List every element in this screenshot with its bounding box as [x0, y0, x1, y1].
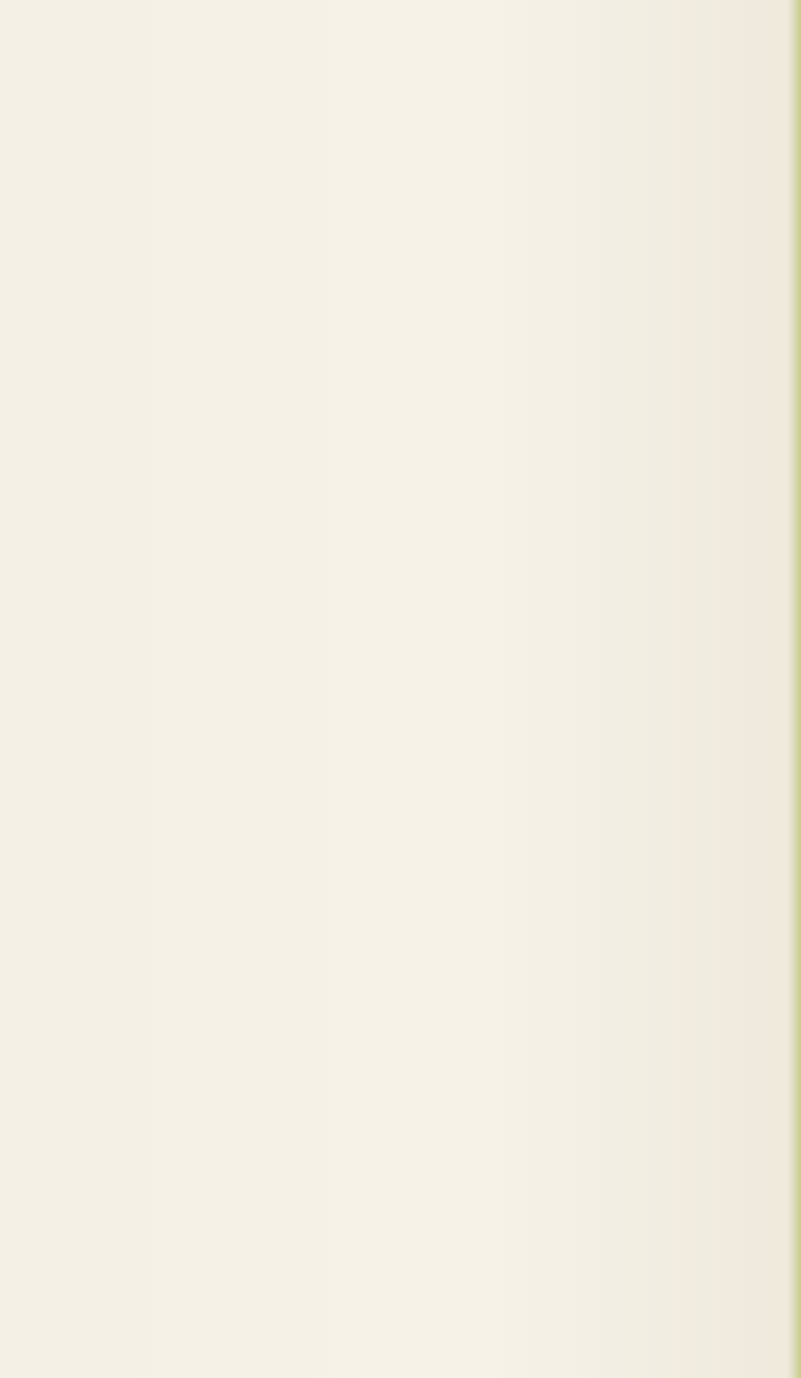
body-text [44, 40, 760, 66]
page-edge [787, 0, 801, 1378]
running-head [44, 4, 744, 38]
